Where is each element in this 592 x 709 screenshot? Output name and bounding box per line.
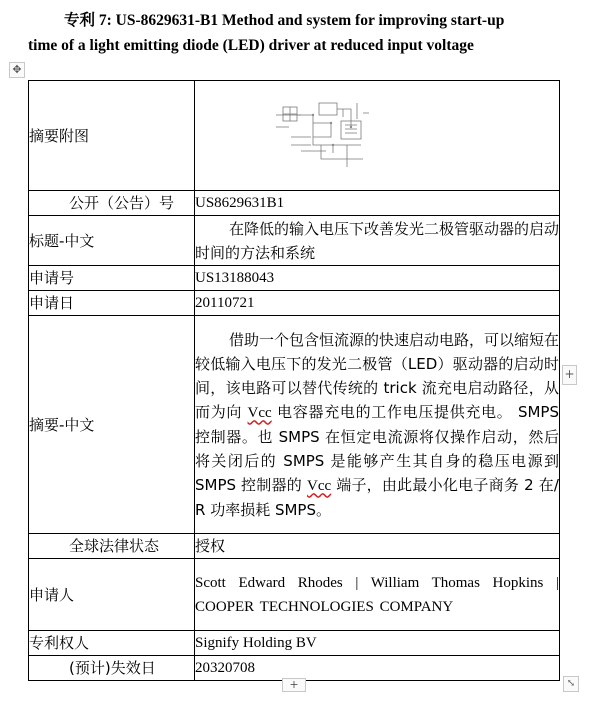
value-patentee: Signify Holding BV — [195, 631, 560, 656]
label-figure: 摘要附图 — [29, 81, 195, 191]
label-expiry: (预计)失效日 — [29, 656, 195, 681]
label-patentee: 专利权人 — [29, 631, 195, 656]
add-column-plus-icon[interactable]: + — [562, 365, 577, 385]
table-row — [29, 216, 560, 266]
abstract-vcc-1: Vcc — [247, 404, 272, 421]
table-row — [29, 631, 560, 656]
label-app-date: 申请日 — [29, 291, 195, 316]
value-app-date: 20110721 — [195, 291, 560, 316]
title-line-1: 专利 7: US-8629631-B1 Method and system for improving start-up — [64, 12, 505, 29]
label-title-cn: 标题-中文 — [29, 216, 195, 266]
abstract-text-3: 端子，由此最小化电子商务 2 在/ R 功率损耗 SMPS。 — [195, 475, 559, 519]
patent-info-table — [28, 80, 560, 681]
abstract-figure-cell — [195, 81, 560, 191]
table-move-handle-icon[interactable]: ✥ — [9, 62, 25, 78]
value-abstract — [195, 316, 560, 534]
add-row-plus-icon[interactable]: + — [282, 678, 306, 692]
patent-title — [28, 8, 568, 58]
label-pub-no: 公开（公告）号 — [29, 191, 195, 216]
value-app-no: US13188043 — [195, 266, 560, 291]
label-abstract: 摘要-中文 — [29, 316, 195, 534]
value-applicant: Scott Edward Rhodes | William Thomas Hopkins | COOPER TECHNOLOGIES COMPANY — [195, 559, 560, 631]
value-pub-no: US8629631B1 — [195, 191, 560, 216]
value-expiry: 20320708 — [195, 656, 560, 681]
table-row — [29, 534, 560, 559]
abstract-vcc-2: Vcc — [307, 477, 332, 494]
label-applicant: 申请人 — [29, 559, 195, 631]
value-title-cn: 在降低的输入电压下改善发光二极管驱动器的启动时间的方法和系统 — [195, 216, 560, 266]
table-row — [29, 291, 560, 316]
abstract-text-1: 借助一个包含恒流源的快速启动电路，可以缩短在较低输入电压下的发光二极管（LED）驱动器的启动时间，该电路可以替代传统的 trick 流充电启动路径，从而为向 — [195, 330, 560, 421]
table-row — [29, 266, 560, 291]
label-app-no: 申请号 — [29, 266, 195, 291]
label-legal-status: 全球法律状态 — [29, 534, 195, 559]
title-line-2: time of a light emitting diode (LED) driver at reduced input voltage — [28, 37, 474, 54]
abstract-text-2: 电容器充电的工作电压提供充电。 SMPS 控制器。也 SMPS 在恒定电流源将仅操作启动，然后将关闭后的 SMPS 是能够产生其自身的稳压电源到 SMPS 控制器的 — [195, 402, 559, 494]
table-row — [29, 316, 560, 534]
table-row — [29, 191, 560, 216]
value-legal-status: 授权 — [195, 534, 560, 559]
table-row — [29, 559, 560, 631]
table-row — [29, 656, 560, 681]
table-row — [29, 81, 560, 191]
table-resize-icon[interactable]: ⤡ — [563, 676, 579, 692]
circuit-diagram-image — [271, 97, 371, 175]
